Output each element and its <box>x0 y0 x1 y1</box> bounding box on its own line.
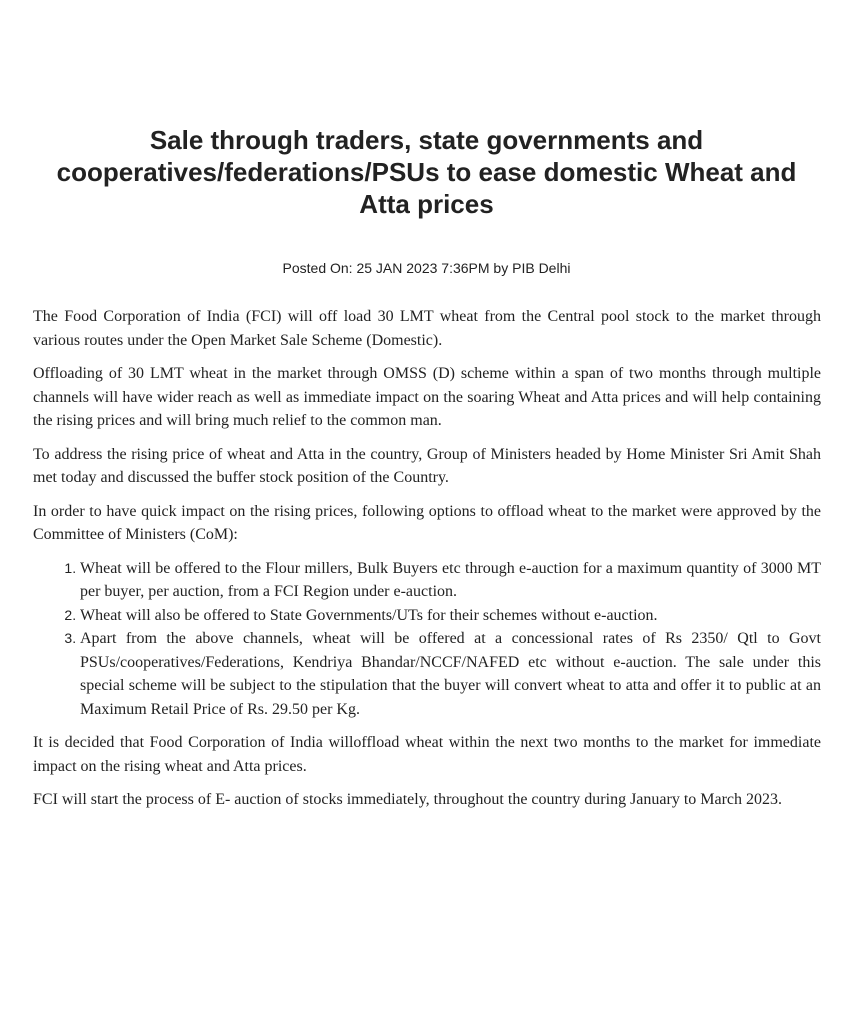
paragraph-e-auction: FCI will start the process of E- auction of stocks immediately, throughout the country during January to March 2023. <box>33 791 783 808</box>
article-body <box>33 305 821 822</box>
paragraph-fci-offload: The Food Corporation of India (FCI) will off load 30 LMT wheat from the Central pool stock to the market through various routes under the Open Market Sale Scheme (Domestic). <box>33 308 821 349</box>
list-item: 3. Apart from the above channels, wheat will be offered at a concessional rates of Rs 2350/ Qtl to Govt PSUs/cooperatives/Federations, Kendriya Bhandar/NCCF/NAFED etc without e-auction. The sale under this special scheme will be subject to the stipulation that the buyer will convert wheat to atta and offer it to public at an Maximum Retail Price of Rs. 29.50 per Kg. <box>80 627 821 721</box>
page-title: Sale through traders, state governments and cooperatives/federations/PSUs to ease domestic Wheat and Atta prices <box>56 125 797 219</box>
list-item: 1. Wheat will be offered to the Flour millers, Bulk Buyers etc through e-auction for a maximum quantity of 3000 MT per buyer, per auction, from a FCI Region under e-auction. <box>80 557 821 604</box>
paragraph-group-of-ministers: To address the rising price of wheat and Atta in the country, Group of Ministers headed by Home Minister Sri Amit Shah met today and discussed the buffer stock position of the Country. <box>33 445 821 486</box>
posted-on-line: Posted On: 25 JAN 2023 7:36PM by PIB Delhi <box>282 260 571 276</box>
paragraph-decision: It is decided that Food Corporation of India willoffload wheat within the next two months to the market for immediate impact on the rising wheat and Atta prices. <box>33 734 821 775</box>
paragraph-omss-offloading: Offloading of 30 LMT wheat in the market through OMSS (D) scheme within a span of two months through multiple channels will have wider reach as well as immediate impact on the soaring Wheat and Atta prices and will help containing the rising prices and will bring much relief to the common man. <box>33 365 821 429</box>
list-item: 2. Wheat will also be offered to State Governments/UTs for their schemes without e-auction. <box>80 604 821 628</box>
paragraph-options-intro: In order to have quick impact on the rising prices, following options to offload wheat to the market were approved by the Committee of Ministers (CoM): <box>33 502 821 543</box>
offload-options-list <box>33 557 821 722</box>
